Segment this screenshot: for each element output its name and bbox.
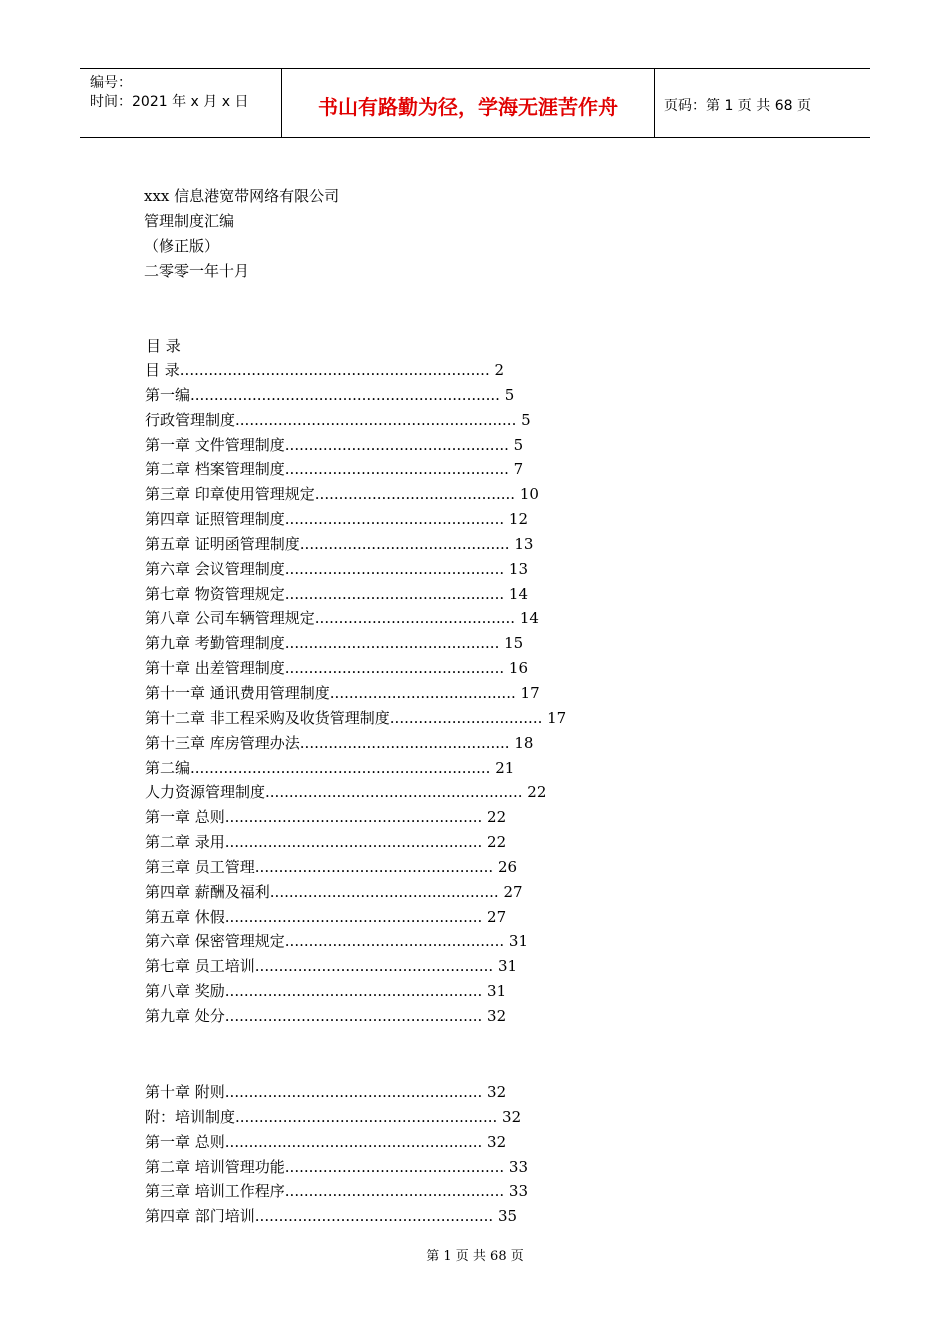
- toc-entry-page-number: 14: [508, 584, 528, 603]
- toc-entry-leader-dots: .............................................: [284, 634, 500, 653]
- toc-entry-page-number: 32: [487, 1006, 507, 1025]
- toc-entry-leader-dots: ..................................................: [254, 957, 494, 976]
- toc-entry-leader-dots: ..............................................: [284, 659, 505, 678]
- toc-entry-title: 第一章 文件管理制度: [145, 435, 285, 454]
- document-date: 二零零一年十月: [144, 262, 250, 280]
- toc-entry[interactable]: [145, 855, 566, 880]
- header-motto-cell: [281, 69, 655, 137]
- toc-entry-title: 第三章 印章使用管理规定: [145, 485, 315, 504]
- toc-entry[interactable]: [145, 979, 566, 1004]
- toc-entry-title: 第四章 薪酬及福利: [145, 882, 270, 901]
- toc-entry-page-number: 14: [519, 609, 539, 628]
- toc-entry-page-number: 10: [519, 485, 539, 504]
- company-name: xxx 信息港宽带网络有限公司: [144, 187, 340, 205]
- toc-entry[interactable]: [145, 1179, 528, 1204]
- header-page-number: 页码：第 1 页 共 68 页: [664, 98, 811, 114]
- toc-entry-page-number: 22: [527, 783, 547, 802]
- toc-entry-leader-dots: .......................................................: [235, 1107, 498, 1126]
- page-footer: 第 1 页 共 68 页: [426, 1249, 524, 1264]
- toc-entry-title: 第十章 出差管理制度: [145, 659, 285, 678]
- toc-entry[interactable]: [145, 482, 566, 507]
- toc-entry-page-number: 5: [504, 385, 515, 404]
- toc-entry-leader-dots: ................................: [389, 708, 543, 727]
- cover-title-block: [144, 184, 339, 284]
- toc-entry-leader-dots: ..............................................: [284, 584, 505, 603]
- toc-entry-title: 第五章 休假: [145, 907, 225, 926]
- header-meta-cell: [80, 69, 280, 137]
- page-header: [80, 68, 870, 138]
- toc-entry[interactable]: [145, 383, 566, 408]
- document-code-label: 编号：: [90, 75, 132, 91]
- toc-entry-leader-dots: ...............................................................: [190, 758, 491, 777]
- toc-entry-leader-dots: ......................................................: [224, 808, 483, 827]
- toc-entry[interactable]: [145, 681, 566, 706]
- toc-entry-leader-dots: ..............................................: [284, 1182, 505, 1201]
- toc-entry-leader-dots: ......................................................: [224, 833, 483, 852]
- toc-entry-page-number: 31: [497, 957, 518, 976]
- toc-entry-title: 第二编: [145, 758, 191, 777]
- toc-entry[interactable]: [145, 905, 566, 930]
- toc-entry-page-number: 17: [520, 683, 540, 702]
- toc-entry-title: 第七章 物资管理规定: [145, 584, 285, 603]
- toc-entry-leader-dots: ...........................................................: [235, 410, 517, 429]
- toc-entry-title: 第二章 培训管理功能: [145, 1157, 285, 1176]
- toc-entry[interactable]: [145, 780, 566, 805]
- toc-entry-page-number: 17: [547, 708, 567, 727]
- toc-entry[interactable]: [145, 532, 566, 557]
- toc-entry-page-number: 18: [514, 733, 534, 752]
- toc-entry-page-number: 32: [487, 1083, 507, 1101]
- toc-entry[interactable]: [145, 507, 566, 532]
- toc-entry-leader-dots: ...............................................: [284, 460, 509, 479]
- toc-entry[interactable]: [145, 606, 566, 631]
- document-title: 管理制度汇编: [144, 212, 235, 230]
- header-motto: 书山有路勤为径，学海无涯苦作舟: [318, 95, 618, 119]
- toc-heading: 目 录: [146, 337, 181, 355]
- toc-entry-title: 第三章 员工管理: [145, 857, 255, 876]
- toc-entry-leader-dots: ..................................................: [254, 857, 494, 876]
- toc-entry-page-number: 22: [487, 833, 507, 852]
- toc-entry-page-number: 5: [521, 410, 531, 429]
- toc-entry-leader-dots: ..........................................: [314, 609, 516, 628]
- table-of-contents-part-1: [145, 358, 566, 1029]
- toc-entry[interactable]: [145, 656, 566, 681]
- toc-entry-leader-dots: ..............................................: [284, 510, 505, 529]
- document-time-label: 时间：2021 年 x 月 x 日: [90, 94, 249, 110]
- toc-entry-page-number: 32: [502, 1107, 522, 1126]
- toc-entry-title: 第十一章 通讯费用管理制度: [145, 683, 330, 702]
- toc-entry-leader-dots: .................................................................: [190, 385, 500, 404]
- toc-entry-title: 第二章 档案管理制度: [145, 460, 285, 479]
- toc-entry-leader-dots: ......................................................: [265, 783, 523, 802]
- toc-entry-leader-dots: ......................................................: [224, 1006, 483, 1025]
- toc-entry[interactable]: [145, 358, 566, 383]
- toc-entry-title: 第七章 员工培训: [145, 957, 255, 976]
- toc-entry-title: 第三章 培训工作程序: [145, 1182, 285, 1201]
- toc-entry-page-number: 21: [495, 758, 515, 777]
- toc-entry[interactable]: [145, 830, 566, 855]
- toc-entry-title: 附：培训制度: [145, 1107, 236, 1126]
- toc-entry-title: 第十二章 非工程采购及收货管理制度: [145, 708, 390, 727]
- toc-entry[interactable]: [145, 1204, 528, 1229]
- toc-entry[interactable]: [145, 880, 566, 905]
- toc-entry-title: 第二章 录用: [145, 833, 225, 852]
- toc-entry[interactable]: [145, 557, 566, 582]
- toc-entry[interactable]: [145, 756, 566, 781]
- toc-entry-leader-dots: ............................................: [299, 733, 510, 752]
- toc-entry[interactable]: [145, 631, 566, 656]
- toc-entry-page-number: 33: [508, 1182, 528, 1201]
- toc-entry-leader-dots: ......................................................: [224, 1132, 483, 1151]
- toc-entry[interactable]: [145, 1105, 528, 1130]
- toc-entry-page-number: 35: [497, 1207, 518, 1226]
- toc-entry-page-number: 7: [513, 460, 524, 479]
- toc-entry[interactable]: [145, 1004, 566, 1029]
- toc-entry-leader-dots: ................................................: [269, 882, 499, 901]
- toc-entry-title: 第九章 考勤管理制度: [145, 634, 285, 653]
- toc-entry-page-number: 22: [487, 808, 507, 827]
- toc-entry-leader-dots: .......................................: [329, 683, 516, 702]
- table-of-contents-part-2: [145, 1080, 528, 1229]
- toc-entry-title: 第六章 保密管理规定: [145, 932, 285, 951]
- toc-entry-title: 第九章 处分: [145, 1006, 225, 1025]
- toc-entry-page-number: 26: [497, 857, 518, 876]
- toc-entry[interactable]: [145, 1155, 528, 1180]
- toc-entry[interactable]: [145, 731, 566, 756]
- toc-entry-page-number: 31: [508, 932, 528, 951]
- toc-entry-page-number: 12: [508, 510, 528, 529]
- toc-entry-title: 第五章 证明函管理制度: [145, 534, 300, 553]
- document-edition: （修正版）: [144, 237, 220, 255]
- toc-entry-page-number: 32: [487, 1132, 507, 1151]
- toc-entry-page-number: 13: [514, 534, 534, 553]
- toc-entry-title: 人力资源管理制度: [145, 783, 266, 802]
- toc-entry-leader-dots: ..............................................: [284, 932, 505, 951]
- toc-entry-leader-dots: .................................................................: [179, 361, 490, 379]
- toc-entry-title: 目 录: [145, 361, 180, 379]
- toc-entry-page-number: 2: [494, 361, 505, 379]
- header-page-cell: [654, 69, 870, 137]
- toc-entry-page-number: 5: [513, 435, 524, 454]
- toc-entry-title: 行政管理制度: [145, 410, 236, 429]
- toc-entry-title: 第十三章 库房管理办法: [145, 733, 300, 752]
- toc-entry[interactable]: [145, 1130, 528, 1155]
- toc-entry-leader-dots: ......................................................: [224, 982, 483, 1001]
- toc-entry-title: 第四章 证照管理制度: [145, 510, 285, 529]
- toc-entry-title: 第六章 会议管理制度: [145, 559, 285, 578]
- toc-entry-page-number: 27: [487, 907, 507, 926]
- toc-entry-leader-dots: ..................................................: [254, 1207, 494, 1226]
- toc-entry[interactable]: [145, 433, 566, 458]
- toc-entry-page-number: 31: [487, 982, 507, 1001]
- toc-entry-page-number: 33: [508, 1157, 528, 1176]
- toc-entry[interactable]: [145, 706, 566, 731]
- toc-entry-leader-dots: ..............................................: [284, 559, 505, 578]
- toc-entry-leader-dots: ..........................................: [314, 485, 516, 504]
- toc-entry-title: 第一编: [145, 385, 191, 404]
- toc-entry-title: 第十章 附则: [145, 1083, 225, 1101]
- toc-entry[interactable]: [145, 582, 566, 607]
- toc-entry[interactable]: [145, 408, 566, 433]
- toc-entry-page-number: 15: [504, 634, 524, 653]
- toc-entry-page-number: 27: [503, 882, 523, 901]
- toc-entry[interactable]: [145, 457, 566, 482]
- toc-entry-page-number: 13: [508, 559, 528, 578]
- toc-entry[interactable]: [145, 1080, 528, 1105]
- toc-entry-leader-dots: ......................................................: [224, 907, 483, 926]
- toc-entry-title: 第八章 公司车辆管理规定: [145, 609, 315, 628]
- toc-entry-leader-dots: ......................................................: [224, 1083, 483, 1101]
- toc-entry[interactable]: [145, 954, 566, 979]
- toc-entry[interactable]: [145, 929, 566, 954]
- toc-entry-leader-dots: ...............................................: [284, 435, 509, 454]
- toc-entry-page-number: 16: [508, 659, 528, 678]
- toc-entry-leader-dots: ............................................: [299, 534, 510, 553]
- toc-entry-title: 第八章 奖励: [145, 982, 225, 1001]
- toc-entry-title: 第四章 部门培训: [145, 1207, 255, 1226]
- toc-entry[interactable]: [145, 805, 566, 830]
- toc-entry-title: 第一章 总则: [145, 808, 225, 827]
- toc-entry-leader-dots: ..............................................: [284, 1157, 505, 1176]
- toc-entry-title: 第一章 总则: [145, 1132, 225, 1151]
